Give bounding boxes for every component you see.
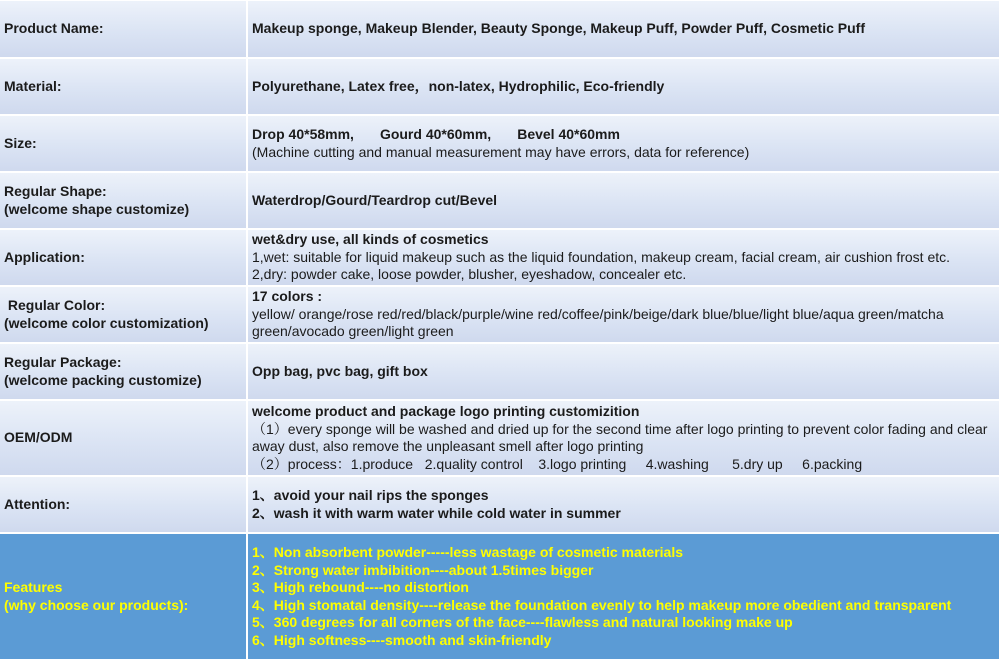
- value-oem-odm: [248, 401, 999, 475]
- label-attention: [0, 477, 246, 532]
- label-text: Regular Color:: [4, 297, 106, 313]
- size-note: (Machine cutting and manual measurement may have errors, data for reference): [252, 143, 750, 160]
- row-product-name: [0, 0, 999, 58]
- value-attention: [248, 477, 999, 532]
- row-attention: [0, 476, 999, 533]
- oem-point-2: （2）process：1.produce 2.quality control 3.logo printing 4.washing 5.dry up 6.packing: [252, 455, 863, 472]
- label-size: [0, 116, 246, 171]
- value-text: Makeup sponge, Makeup Blender, Beauty Sponge, Makeup Puff, Powder Puff, Cosmetic Puff: [252, 20, 865, 37]
- row-material: [0, 58, 999, 115]
- value-text: Polyurethane, Latex free，non-latex, Hydrophilic, Eco-friendly: [252, 77, 665, 94]
- color-list: yellow/ orange/rose red/red/black/purple/wine red/coffee/pink/beige/dark blue/blue/light blue/aqua green/matcha green/avocado green/light green: [252, 305, 944, 340]
- label-regular-package: [0, 344, 246, 399]
- size-line: [252, 126, 997, 144]
- feature-item: 3、High rebound----no distortion: [252, 579, 469, 595]
- label-application: [0, 230, 246, 285]
- value-text: Waterdrop/Gourd/Teardrop cut/Bevel: [252, 191, 498, 208]
- size-bevel: Bevel 40*60mm: [517, 126, 620, 142]
- row-features: [0, 533, 999, 660]
- row-application: [0, 229, 999, 286]
- value-size: [248, 116, 999, 171]
- oem-heading: welcome product and package logo printing customizition: [252, 403, 640, 419]
- feature-item: 4、High stomatal density----release the foundation evenly to help makeup more obedient and transparent: [252, 596, 952, 613]
- value-features: [248, 534, 999, 659]
- label-text: Size:: [4, 134, 37, 151]
- label-subtext: (welcome shape customize): [4, 200, 190, 217]
- color-count: 17 colors :: [252, 288, 323, 305]
- label-oem-odm: [0, 401, 246, 475]
- row-oem-odm: [0, 400, 999, 476]
- attention-item: 2、wash it with warm water while cold water in summer: [252, 504, 621, 521]
- label-subtext: (why choose our products):: [4, 596, 189, 613]
- label-subtext: (welcome packing customize): [4, 371, 202, 388]
- value-product-name: [248, 1, 999, 57]
- attention-item: 1、avoid your nail rips the sponges: [252, 487, 489, 503]
- application-heading: wet&dry use, all kinds of cosmetics: [252, 231, 489, 248]
- label-text: Regular Package:: [4, 354, 122, 370]
- size-gourd: Gourd 40*60mm,: [379, 126, 492, 142]
- value-regular-color: [248, 287, 999, 342]
- row-regular-shape: [0, 172, 999, 229]
- row-size: [0, 115, 999, 172]
- value-material: [248, 59, 999, 114]
- value-text: Opp bag, pvc bag, gift box: [252, 362, 428, 379]
- label-text: Features: [4, 579, 63, 595]
- size-drop: Drop 40*58mm,: [252, 126, 354, 142]
- value-application: [248, 230, 999, 285]
- feature-item: 1、Non absorbent powder-----less wastage of cosmetic materials: [252, 544, 683, 560]
- row-regular-package: [0, 343, 999, 400]
- oem-point-1: （1）every sponge will be washed and dried up for the second time after logo printing to prevent color fading and clear away dust, also remove the unpleasant smell after logo printing: [252, 420, 988, 454]
- application-dry: 2,dry: powder cake, loose powder, blusher, eyeshadow, concealer etc.: [252, 266, 687, 283]
- label-material: [0, 59, 246, 114]
- label-product-name: [0, 1, 246, 57]
- label-text: Application:: [4, 248, 85, 265]
- label-regular-color: [0, 287, 246, 342]
- value-regular-package: [248, 344, 999, 399]
- application-wet: 1,wet: suitable for liquid makeup such as the liquid foundation, makeup cream, facial cream, air cushion frost etc.: [252, 248, 951, 265]
- label-text: Regular Shape:: [4, 183, 107, 199]
- label-subtext: (welcome color customization): [4, 314, 209, 331]
- label-text: Product Name:: [4, 20, 104, 37]
- label-features: [0, 534, 246, 659]
- value-regular-shape: [248, 173, 999, 228]
- feature-item: 6、High softness----smooth and skin-friendly: [252, 631, 552, 648]
- feature-item: 2、Strong water imbibition----about 1.5times bigger: [252, 561, 594, 578]
- label-text: Material:: [4, 77, 62, 94]
- label-text: Attention:: [4, 495, 71, 512]
- label-regular-shape: [0, 173, 246, 228]
- row-regular-color: [0, 286, 999, 343]
- label-text: OEM/ODM: [4, 429, 73, 446]
- feature-item: 5、360 degrees for all corners of the face----flawless and natural looking make up: [252, 614, 793, 630]
